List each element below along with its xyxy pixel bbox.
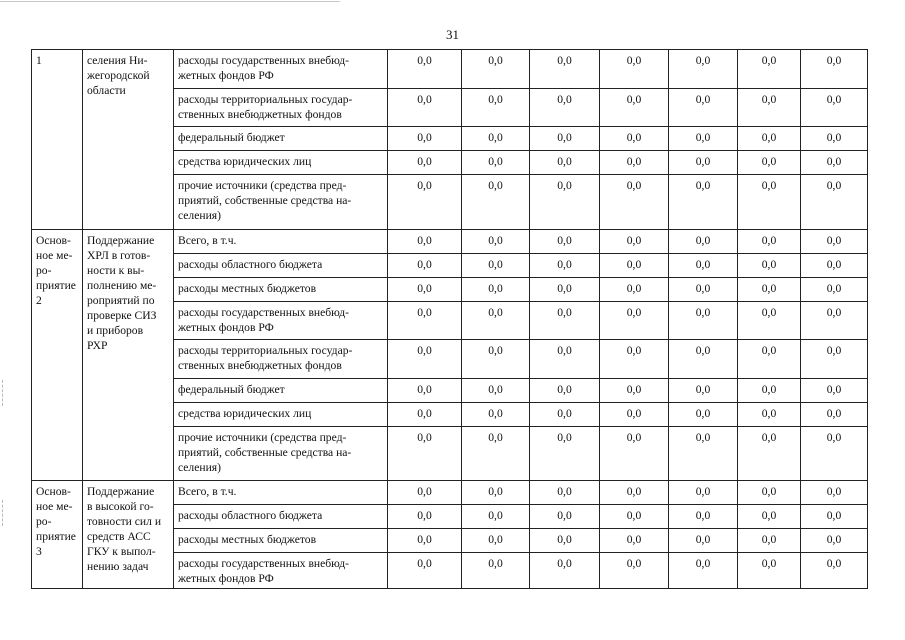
amount-cell: 0,0 (388, 278, 462, 302)
amount-cell: 0,0 (738, 254, 801, 278)
amount-cell: 0,0 (669, 403, 738, 427)
amount-cell: 0,0 (530, 553, 600, 589)
amount-cell: 0,0 (738, 175, 801, 230)
amount-cell: 0,0 (530, 340, 600, 379)
funding-source-cell: расходы территориальных государ- ственных внебюджетных фондов (174, 340, 388, 379)
amount-cell: 0,0 (738, 50, 801, 89)
amount-cell: 0,0 (801, 529, 868, 553)
table-row (32, 481, 868, 505)
amount-cell: 0,0 (462, 50, 530, 89)
amount-cell: 0,0 (738, 302, 801, 340)
amount-cell: 0,0 (801, 379, 868, 403)
funding-source-cell: расходы территориальных государ- ственных внебюджетных фондов (174, 89, 388, 127)
amount-cell: 0,0 (669, 230, 738, 254)
amount-cell: 0,0 (530, 302, 600, 340)
amount-cell: 0,0 (669, 379, 738, 403)
amount-cell: 0,0 (462, 505, 530, 529)
amount-cell: 0,0 (600, 151, 669, 175)
amount-cell: 0,0 (669, 89, 738, 127)
amount-cell: 0,0 (600, 340, 669, 379)
amount-cell: 0,0 (669, 302, 738, 340)
funding-source-cell: федеральный бюджет (174, 379, 388, 403)
scan-margin-mark (2, 380, 3, 406)
amount-cell: 0,0 (600, 379, 669, 403)
amount-cell: 0,0 (600, 403, 669, 427)
amount-cell: 0,0 (462, 427, 530, 481)
amount-cell: 0,0 (600, 505, 669, 529)
amount-cell: 0,0 (388, 553, 462, 589)
amount-cell: 0,0 (738, 89, 801, 127)
amount-cell: 0,0 (462, 151, 530, 175)
amount-cell: 0,0 (462, 529, 530, 553)
amount-cell: 0,0 (462, 379, 530, 403)
funding-sources-table (31, 49, 868, 589)
amount-cell: 0,0 (530, 481, 600, 505)
table-row (32, 230, 868, 254)
funding-source-cell: прочие источники (средства пред- приятий, собственные средства на- селения) (174, 175, 388, 230)
amount-cell: 0,0 (388, 340, 462, 379)
amount-cell: 0,0 (462, 302, 530, 340)
amount-cell: 0,0 (462, 89, 530, 127)
amount-cell: 0,0 (738, 340, 801, 379)
amount-cell: 0,0 (738, 481, 801, 505)
amount-cell: 0,0 (669, 151, 738, 175)
amount-cell: 0,0 (462, 254, 530, 278)
amount-cell: 0,0 (600, 302, 669, 340)
activity-number-cell: 1 (32, 50, 83, 230)
amount-cell: 0,0 (801, 230, 868, 254)
amount-cell: 0,0 (600, 278, 669, 302)
amount-cell: 0,0 (462, 481, 530, 505)
amount-cell: 0,0 (600, 50, 669, 89)
amount-cell: 0,0 (600, 89, 669, 127)
table-body (32, 50, 868, 589)
amount-cell: 0,0 (388, 89, 462, 127)
funding-source-cell: прочие источники (средства пред- приятий, собственные средства на- селения) (174, 427, 388, 481)
amount-cell: 0,0 (530, 505, 600, 529)
amount-cell: 0,0 (462, 278, 530, 302)
amount-cell: 0,0 (530, 230, 600, 254)
funding-source-cell: федеральный бюджет (174, 127, 388, 151)
amount-cell: 0,0 (738, 230, 801, 254)
funding-source-cell: Всего, в т.ч. (174, 481, 388, 505)
amount-cell: 0,0 (801, 553, 868, 589)
amount-cell: 0,0 (669, 127, 738, 151)
amount-cell: 0,0 (600, 254, 669, 278)
funding-source-cell: расходы областного бюджета (174, 505, 388, 529)
amount-cell: 0,0 (600, 175, 669, 230)
amount-cell: 0,0 (388, 230, 462, 254)
amount-cell: 0,0 (738, 127, 801, 151)
amount-cell: 0,0 (738, 427, 801, 481)
amount-cell: 0,0 (530, 50, 600, 89)
amount-cell: 0,0 (669, 340, 738, 379)
amount-cell: 0,0 (600, 553, 669, 589)
amount-cell: 0,0 (388, 50, 462, 89)
amount-cell: 0,0 (388, 529, 462, 553)
amount-cell: 0,0 (530, 89, 600, 127)
amount-cell: 0,0 (738, 529, 801, 553)
amount-cell: 0,0 (462, 553, 530, 589)
amount-cell: 0,0 (388, 127, 462, 151)
amount-cell: 0,0 (388, 427, 462, 481)
amount-cell: 0,0 (801, 302, 868, 340)
amount-cell: 0,0 (462, 230, 530, 254)
amount-cell: 0,0 (669, 481, 738, 505)
amount-cell: 0,0 (669, 529, 738, 553)
funding-source-cell: расходы государственных внебюд- жетных фондов РФ (174, 302, 388, 340)
amount-cell: 0,0 (738, 278, 801, 302)
activity-name-cell: Поддержание ХРЛ в готов- ности к вы- полнению ме- роприятий по проверке СИЗ и приборов РХР (83, 230, 174, 481)
amount-cell: 0,0 (801, 50, 868, 89)
amount-cell: 0,0 (801, 340, 868, 379)
amount-cell: 0,0 (801, 427, 868, 481)
amount-cell: 0,0 (801, 481, 868, 505)
funding-source-cell: расходы государственных внебюд- жетных фондов РФ (174, 50, 388, 89)
amount-cell: 0,0 (388, 175, 462, 230)
scan-top-edge (0, 1, 340, 2)
funding-source-cell: средства юридических лиц (174, 403, 388, 427)
amount-cell: 0,0 (669, 175, 738, 230)
amount-cell: 0,0 (388, 254, 462, 278)
funding-source-cell: средства юридических лиц (174, 151, 388, 175)
amount-cell: 0,0 (669, 553, 738, 589)
amount-cell: 0,0 (600, 529, 669, 553)
amount-cell: 0,0 (669, 278, 738, 302)
amount-cell: 0,0 (669, 50, 738, 89)
amount-cell: 0,0 (462, 127, 530, 151)
amount-cell: 0,0 (530, 403, 600, 427)
amount-cell: 0,0 (388, 505, 462, 529)
amount-cell: 0,0 (801, 403, 868, 427)
amount-cell: 0,0 (530, 151, 600, 175)
funding-source-cell: Всего, в т.ч. (174, 230, 388, 254)
amount-cell: 0,0 (738, 403, 801, 427)
activity-number-cell: Основ- ное ме- ро- приятие 3 (32, 481, 83, 589)
amount-cell: 0,0 (738, 553, 801, 589)
amount-cell: 0,0 (669, 505, 738, 529)
amount-cell: 0,0 (738, 379, 801, 403)
amount-cell: 0,0 (530, 254, 600, 278)
amount-cell: 0,0 (530, 127, 600, 151)
amount-cell: 0,0 (388, 403, 462, 427)
amount-cell: 0,0 (669, 254, 738, 278)
funding-source-cell: расходы местных бюджетов (174, 529, 388, 553)
amount-cell: 0,0 (600, 481, 669, 505)
amount-cell: 0,0 (530, 379, 600, 403)
activity-number-cell: Основ- ное ме- ро- приятие 2 (32, 230, 83, 481)
activity-name-cell: Поддержание в высокой го- товности сил и средств АСС ГКУ к выпол- нению задач (83, 481, 174, 589)
amount-cell: 0,0 (738, 505, 801, 529)
amount-cell: 0,0 (801, 505, 868, 529)
amount-cell: 0,0 (388, 379, 462, 403)
amount-cell: 0,0 (530, 175, 600, 230)
amount-cell: 0,0 (801, 278, 868, 302)
amount-cell: 0,0 (801, 254, 868, 278)
activity-name-cell: селения Ни- жегородской области (83, 50, 174, 230)
page-number: 31 (446, 27, 459, 42)
amount-cell: 0,0 (801, 127, 868, 151)
amount-cell: 0,0 (530, 427, 600, 481)
amount-cell: 0,0 (530, 529, 600, 553)
table-row (32, 50, 868, 89)
amount-cell: 0,0 (530, 278, 600, 302)
amount-cell: 0,0 (669, 427, 738, 481)
amount-cell: 0,0 (462, 403, 530, 427)
funding-source-cell: расходы местных бюджетов (174, 278, 388, 302)
amount-cell: 0,0 (600, 427, 669, 481)
funding-source-cell: расходы государственных внебюд- жетных фондов РФ (174, 553, 388, 589)
amount-cell: 0,0 (600, 127, 669, 151)
scan-margin-mark (2, 500, 3, 526)
amount-cell: 0,0 (600, 230, 669, 254)
amount-cell: 0,0 (801, 151, 868, 175)
amount-cell: 0,0 (388, 481, 462, 505)
amount-cell: 0,0 (801, 175, 868, 230)
amount-cell: 0,0 (388, 302, 462, 340)
amount-cell: 0,0 (801, 89, 868, 127)
amount-cell: 0,0 (462, 340, 530, 379)
amount-cell: 0,0 (738, 151, 801, 175)
amount-cell: 0,0 (462, 175, 530, 230)
funding-source-cell: расходы областного бюджета (174, 254, 388, 278)
amount-cell: 0,0 (388, 151, 462, 175)
